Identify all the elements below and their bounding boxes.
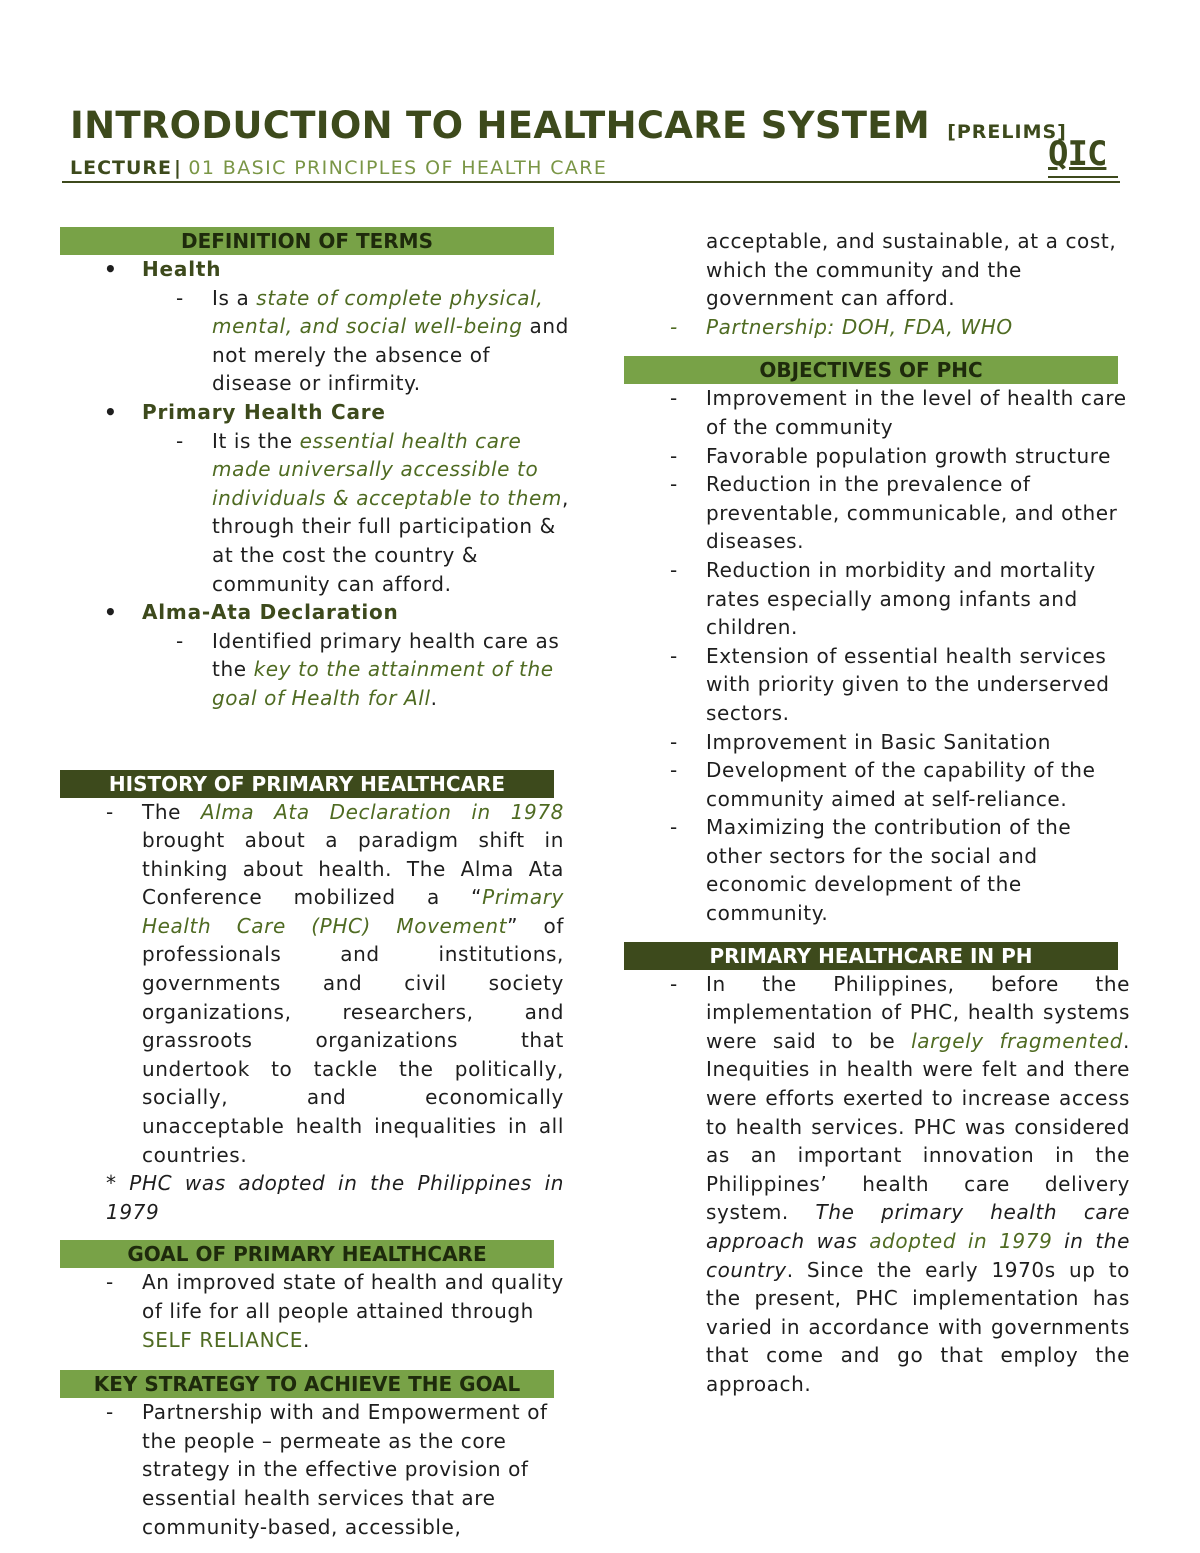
spacer — [624, 928, 1130, 942]
left-column — [60, 227, 570, 1541]
lecture-topic: 01 BASIC PRINCIPLES OF HEALTH CARE — [188, 157, 608, 179]
objective-item: - Maximizing the contribution of the other sectors for the social and economic development of the community. — [624, 813, 1130, 927]
section-heading-objectives: OBJECTIVES OF PHC — [624, 356, 1118, 384]
spacer — [60, 713, 570, 770]
logo-underline — [1048, 176, 1118, 178]
objective-item: - Development of the capability of the community aimed at self-reliance. — [624, 756, 1130, 813]
section-heading-history: HISTORY OF PRIMARY HEALTHCARE — [60, 770, 554, 798]
term-primary-health-care: • Primary Health Care — [60, 398, 570, 427]
objective-item: - Extension of essential health services with priority given to the underserved sectors. — [624, 642, 1130, 728]
strategy-paragraph-continued: acceptable, and sustainable, at a cost, which the community and the government can afford. — [706, 229, 1117, 311]
spacer — [60, 1226, 570, 1240]
title-tag: [PRELIMS] — [947, 121, 1067, 143]
objective-item: - Reduction in the prevalence of preventable, communicable, and other diseases. — [624, 470, 1130, 556]
lecture-separator: | — [174, 157, 183, 179]
qic-logo: QIC — [1048, 134, 1107, 174]
objective-item: - Favorable population growth structure — [624, 442, 1130, 471]
title-text: INTRODUCTION TO HEALTHCARE SYSTEM — [70, 104, 930, 147]
section-heading-definition: DEFINITION OF TERMS — [60, 227, 554, 255]
section-heading-ph: PRIMARY HEALTHCARE IN PH — [624, 942, 1118, 970]
objective-item: - Improvement in Basic Sanitation — [624, 728, 1130, 757]
spacer — [624, 341, 1130, 356]
ph-paragraph: - In the Philippines, before the implementation of PHC, health systems were said to be largely fragmented. Inequities in health were felt and there were efforts exerted to increase access to health services. PHC was considered as an important innovation in the Philippines’ health care delivery system. The primary health care approach was adopted in 1979 in the country. Since the early 1970s up to the present, PHC implementation has varied in accordance with governments that come and go that employ the approach. — [624, 970, 1130, 1399]
right-column — [624, 227, 1130, 1399]
lecture-line — [70, 157, 607, 179]
lecture-label: LECTURE — [70, 157, 173, 179]
definition-health: - Is a state of complete physical, mental, and social well-being and not merely the absence of disease or infirmity. — [60, 284, 570, 398]
history-note: * PHC was adopted in the Philippines in 1979 — [106, 1171, 564, 1224]
goal-paragraph: - An improved state of health and quality of life for all people attained through SELF RELIANCE. — [60, 1268, 564, 1354]
objective-item: - Reduction in morbidity and mortality rates especially among infants and children. — [624, 556, 1130, 642]
term-alma-ata: • Alma-Ata Declaration — [60, 598, 570, 627]
term-health: • Health — [60, 255, 570, 284]
history-paragraph: - The Alma Ata Declaration in 1978 brought about a paradigm shift in thinking about health. The Alma Ata Conference mobilized a “Primary Health Care (PHC) Movement” of professionals and institutions, governments and civil society organizations, researchers, and grassroots organizations that undertook to tackle the politically, socially, and economically unacceptable health inequalities in all countries. — [60, 798, 564, 1170]
objective-item: - Improvement in the level of health care of the community — [624, 384, 1130, 441]
strategy-paragraph: - Partnership with and Empowerment of the people – permeate as the core strategy in the effective provision of essential health services that are community-based, accessible, — [60, 1398, 552, 1541]
strategy-partnership: - Partnership: DOH, FDA, WHO — [624, 313, 1130, 342]
section-heading-strategy: KEY STRATEGY TO ACHIEVE THE GOAL — [60, 1370, 554, 1398]
definition-alma-ata: - Identified primary health care as the key to the attainment of the goal of Health for All. — [60, 627, 570, 713]
header-divider — [62, 181, 1120, 183]
section-heading-goal: GOAL OF PRIMARY HEALTHCARE — [60, 1240, 554, 1268]
definition-primary-health-care: - It is the essential health care made universally accessible to individuals & acceptable to them, through their full participation & at the cost the country & community can afford. — [60, 427, 570, 599]
spacer — [60, 1354, 570, 1370]
document-title — [70, 104, 1067, 147]
